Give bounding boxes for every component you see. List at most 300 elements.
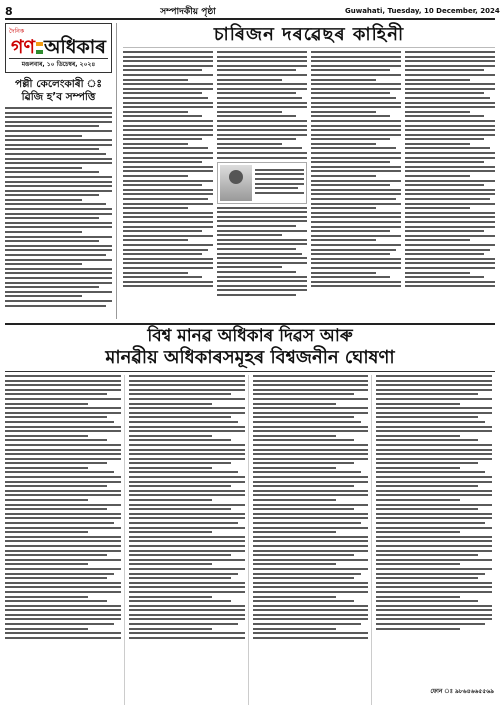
text-line [253, 540, 369, 542]
text-line [405, 267, 495, 269]
text-line [311, 216, 401, 218]
text-line [253, 476, 369, 478]
text-line [405, 65, 495, 67]
text-line [405, 180, 495, 182]
text-line [376, 600, 478, 602]
text-line [405, 235, 495, 237]
text-line [405, 74, 495, 76]
text-line [123, 258, 213, 260]
text-line [5, 426, 121, 428]
text-line [253, 614, 369, 616]
text-line [123, 143, 188, 145]
author-text [255, 169, 304, 197]
text-line [311, 249, 396, 251]
text-line [376, 444, 492, 446]
text-line [405, 125, 495, 127]
text-line [405, 207, 470, 209]
text-line [123, 60, 213, 62]
text-line [123, 65, 213, 67]
text-line [5, 430, 121, 432]
text-line [405, 88, 495, 90]
text-line [217, 220, 307, 222]
text-line [376, 407, 492, 409]
text-line [123, 129, 213, 131]
lower-column [253, 375, 373, 705]
text-line [376, 430, 492, 432]
text-line [129, 439, 231, 441]
text-line [311, 226, 401, 228]
text-line [376, 568, 492, 570]
text-line [253, 471, 362, 473]
text-line [5, 531, 88, 533]
text-line [123, 79, 188, 81]
text-line [123, 147, 208, 149]
lower-text [5, 375, 121, 639]
text-line [405, 203, 495, 205]
text-line [123, 152, 213, 154]
text-line [217, 152, 307, 154]
text-line [123, 111, 188, 113]
text-line [253, 513, 369, 515]
text-line [311, 239, 376, 241]
text-line [123, 253, 202, 255]
text-line [311, 281, 401, 283]
text-line [5, 582, 121, 584]
text-line [311, 120, 401, 122]
text-line [255, 192, 304, 194]
text-line [5, 286, 99, 288]
text-line [253, 504, 369, 506]
text-line [311, 207, 376, 209]
text-line [405, 157, 495, 159]
text-line [217, 243, 307, 245]
text-line [255, 178, 304, 180]
text-line [217, 129, 307, 131]
text-line [405, 111, 470, 113]
text-line [405, 193, 495, 195]
text-line [123, 102, 213, 104]
text-line [253, 554, 355, 556]
text-line [123, 74, 213, 76]
text-line [311, 143, 376, 145]
text-line [123, 184, 202, 186]
text-line [5, 291, 112, 293]
text-line [129, 623, 238, 625]
text-line [129, 508, 231, 510]
text-line [405, 221, 495, 223]
text-line [129, 637, 245, 639]
dateline: Guwahati, Tuesday, 10 December, 2024 [345, 7, 500, 15]
text-line [405, 92, 484, 94]
text-line [5, 222, 112, 224]
text-line [5, 185, 112, 187]
text-line [5, 144, 112, 146]
text-line [376, 550, 492, 552]
text-line [376, 536, 492, 538]
text-line [405, 175, 470, 177]
text-line [376, 485, 478, 487]
text-line [253, 403, 336, 405]
text-line [5, 508, 107, 510]
text-line [129, 582, 245, 584]
text-line [5, 458, 121, 460]
text-line [123, 276, 202, 278]
text-line [217, 253, 302, 255]
text-line [311, 111, 376, 113]
text-line [5, 148, 99, 150]
text-line [5, 259, 112, 261]
text-line [129, 494, 245, 496]
text-line [405, 129, 495, 131]
text-line [311, 198, 396, 200]
text-line [253, 623, 362, 625]
text-line [376, 398, 492, 400]
text-line [5, 272, 112, 274]
text-line [129, 568, 245, 570]
text-line [123, 207, 188, 209]
text-line [253, 600, 355, 602]
editorial-title: পল্লী কেলেংকাৰী ঃ ৱিজি হ’ব সম্পত্তি [14, 78, 103, 103]
text-line [123, 157, 213, 159]
text-line [217, 56, 307, 58]
text-line [311, 83, 401, 85]
text-line [123, 88, 213, 90]
text-line [5, 135, 82, 137]
text-line [129, 596, 212, 598]
text-line [405, 56, 495, 58]
text-line [217, 74, 307, 76]
banner-line-2: মানৱীয় অধিকাৰসমূহৰ বিশ্বজনীন ঘোষণা [5, 347, 495, 372]
text-line [5, 637, 121, 639]
text-line [5, 513, 121, 515]
text-line [311, 106, 401, 108]
text-line [253, 536, 369, 538]
text-line [253, 632, 369, 634]
text-line [5, 403, 88, 405]
text-line [5, 527, 121, 529]
text-line [376, 605, 492, 607]
text-line [376, 614, 492, 616]
text-line [5, 263, 82, 265]
text-line [253, 550, 369, 552]
text-line [311, 221, 401, 223]
lower-text [253, 375, 369, 639]
text-line [253, 439, 355, 441]
lower-text [129, 375, 245, 639]
text-line [217, 285, 307, 287]
text-line [123, 115, 202, 117]
text-line [405, 230, 484, 232]
text-line [217, 257, 307, 259]
text-line [123, 239, 188, 241]
text-line [5, 162, 112, 164]
text-line [311, 51, 401, 53]
text-line [5, 130, 112, 132]
text-line [311, 285, 401, 287]
text-line [129, 393, 231, 395]
text-line [5, 563, 88, 565]
text-line [311, 152, 401, 154]
text-line [405, 102, 495, 104]
text-line [129, 513, 245, 515]
text-line [129, 540, 245, 542]
text-line [253, 421, 362, 423]
lower-text [376, 375, 492, 630]
article-headline: চাৰিজন দৰৱেছৰ কাহিনী [123, 23, 495, 48]
text-line [123, 170, 213, 172]
text-line [5, 494, 121, 496]
text-line [5, 375, 121, 377]
text-line [253, 499, 336, 501]
text-line [5, 476, 121, 478]
text-line [311, 60, 401, 62]
text-line [376, 426, 492, 428]
text-line [253, 384, 369, 386]
text-line [376, 577, 478, 579]
text-line [129, 499, 212, 501]
text-line [123, 244, 213, 246]
text-line [129, 628, 212, 630]
text-line [405, 79, 470, 81]
text-line [5, 600, 107, 602]
text-line [5, 139, 112, 141]
text-line [376, 582, 492, 584]
text-line [5, 226, 112, 228]
text-line [217, 134, 307, 136]
text-line [376, 573, 485, 575]
text-line [5, 586, 121, 588]
text-line [5, 573, 114, 575]
text-line [5, 153, 106, 155]
text-line [253, 577, 355, 579]
text-line [123, 97, 208, 99]
text-line [5, 268, 112, 270]
upper-section [5, 23, 495, 319]
text-line [129, 586, 245, 588]
text-line [5, 435, 88, 437]
text-line [405, 138, 484, 140]
text-line [123, 69, 202, 71]
text-line [5, 504, 121, 506]
text-line [217, 102, 307, 104]
text-line [5, 490, 121, 492]
text-line [253, 481, 369, 483]
text-line [123, 281, 213, 283]
text-line [217, 230, 307, 232]
text-line [5, 213, 112, 215]
text-line [253, 467, 336, 469]
text-line [311, 184, 390, 186]
lower-column [129, 375, 249, 705]
text-line [405, 285, 495, 287]
text-line [217, 211, 307, 213]
text-line [405, 166, 495, 168]
text-line [405, 120, 495, 122]
text-line [311, 79, 376, 81]
text-line [129, 522, 238, 524]
text-line [5, 467, 88, 469]
text-line [5, 203, 106, 205]
text-line [405, 276, 484, 278]
text-line [123, 189, 213, 191]
text-line [123, 267, 213, 269]
text-line [311, 212, 401, 214]
text-line [129, 550, 245, 552]
text-line [405, 170, 495, 172]
text-line [253, 568, 369, 570]
banner-line-1: বিশ্ব মানৱ অধিকাৰ দিৱস আৰু [147, 326, 353, 346]
logo-part2: অধিকাৰ [43, 36, 106, 58]
text-line [376, 403, 459, 405]
article-columns [123, 51, 495, 315]
text-line [405, 69, 484, 71]
text-line [129, 600, 231, 602]
masthead-date: মঙলবাৰ, ১০ ডিচেম্বৰ, ২০২৪ [9, 58, 108, 70]
text-line [123, 285, 213, 287]
text-line [5, 550, 121, 552]
text-line [5, 481, 121, 483]
text-line [123, 212, 213, 214]
text-line [311, 97, 396, 99]
text-line [217, 271, 296, 273]
text-line [217, 106, 307, 108]
text-line [253, 416, 355, 418]
text-line [5, 421, 114, 423]
text-line [217, 216, 307, 218]
text-line [5, 398, 121, 400]
text-line [253, 494, 369, 496]
text-line [5, 249, 112, 251]
text-line [405, 249, 490, 251]
text-line [5, 254, 106, 256]
text-line [311, 244, 401, 246]
text-line [217, 239, 307, 241]
text-line [376, 421, 485, 423]
author-photo [220, 165, 252, 201]
text-line [376, 609, 492, 611]
text-line [376, 527, 492, 529]
text-line [311, 230, 390, 232]
text-line [129, 444, 245, 446]
text-line [253, 596, 336, 598]
text-line [217, 92, 296, 94]
text-line [255, 173, 304, 175]
text-line [253, 637, 369, 639]
text-line [376, 490, 492, 492]
text-line [376, 449, 492, 451]
text-line [311, 138, 390, 140]
text-line [376, 591, 492, 593]
text-line [5, 300, 112, 302]
text-line [253, 444, 369, 446]
masthead [5, 23, 112, 73]
text-line [376, 389, 492, 391]
text-line [123, 138, 202, 140]
text-line [5, 605, 121, 607]
text-line [129, 527, 245, 529]
text-line [311, 166, 401, 168]
text-line [123, 175, 188, 177]
text-line [217, 294, 296, 296]
text-line [5, 609, 121, 611]
text-line [405, 97, 490, 99]
text-line [129, 563, 212, 565]
text-line [5, 614, 121, 616]
text-line [123, 193, 213, 195]
text-line [217, 97, 302, 99]
text-line [5, 199, 82, 201]
text-line [123, 249, 208, 251]
text-line [311, 258, 401, 260]
article-text [123, 51, 213, 287]
text-line [311, 267, 401, 269]
feature-banner [5, 323, 495, 372]
text-line [217, 266, 282, 268]
text-line [217, 65, 307, 67]
text-line [311, 272, 376, 274]
text-line [5, 407, 121, 409]
text-line [5, 194, 99, 196]
text-line [311, 56, 401, 58]
text-line [5, 158, 112, 160]
text-line [129, 605, 245, 607]
text-line [217, 69, 296, 71]
text-line [376, 458, 492, 460]
text-line [311, 129, 401, 131]
text-line [5, 380, 121, 382]
text-line [129, 435, 212, 437]
text-line [376, 508, 478, 510]
text-line [217, 125, 307, 127]
text-line [376, 435, 459, 437]
text-line [123, 198, 208, 200]
text-line [217, 147, 302, 149]
text-line [129, 403, 212, 405]
text-line [129, 407, 245, 409]
text-line [376, 545, 492, 547]
text-line [311, 115, 390, 117]
text-line [5, 444, 121, 446]
text-line [376, 467, 459, 469]
text-line [376, 618, 492, 620]
text-line [5, 384, 121, 386]
text-line [405, 161, 484, 163]
text-line [255, 183, 304, 185]
text-line [405, 60, 495, 62]
text-line [311, 276, 390, 278]
text-line [129, 632, 245, 634]
lower-section [5, 375, 495, 705]
newspaper-logo [9, 37, 108, 57]
text-line [405, 281, 495, 283]
text-line [405, 198, 490, 200]
text-line [311, 193, 401, 195]
text-line [129, 554, 231, 556]
text-line [217, 138, 296, 140]
text-line [405, 253, 484, 255]
text-line [129, 380, 245, 382]
text-line [129, 577, 231, 579]
text-line [123, 120, 213, 122]
text-line [311, 189, 401, 191]
text-line [123, 51, 213, 53]
text-line [376, 416, 478, 418]
text-line [376, 540, 492, 542]
text-line [376, 384, 492, 386]
text-line [129, 476, 245, 478]
text-line [253, 628, 336, 630]
section-title: সম্পাদকীয় পৃষ্ঠা [160, 6, 216, 17]
